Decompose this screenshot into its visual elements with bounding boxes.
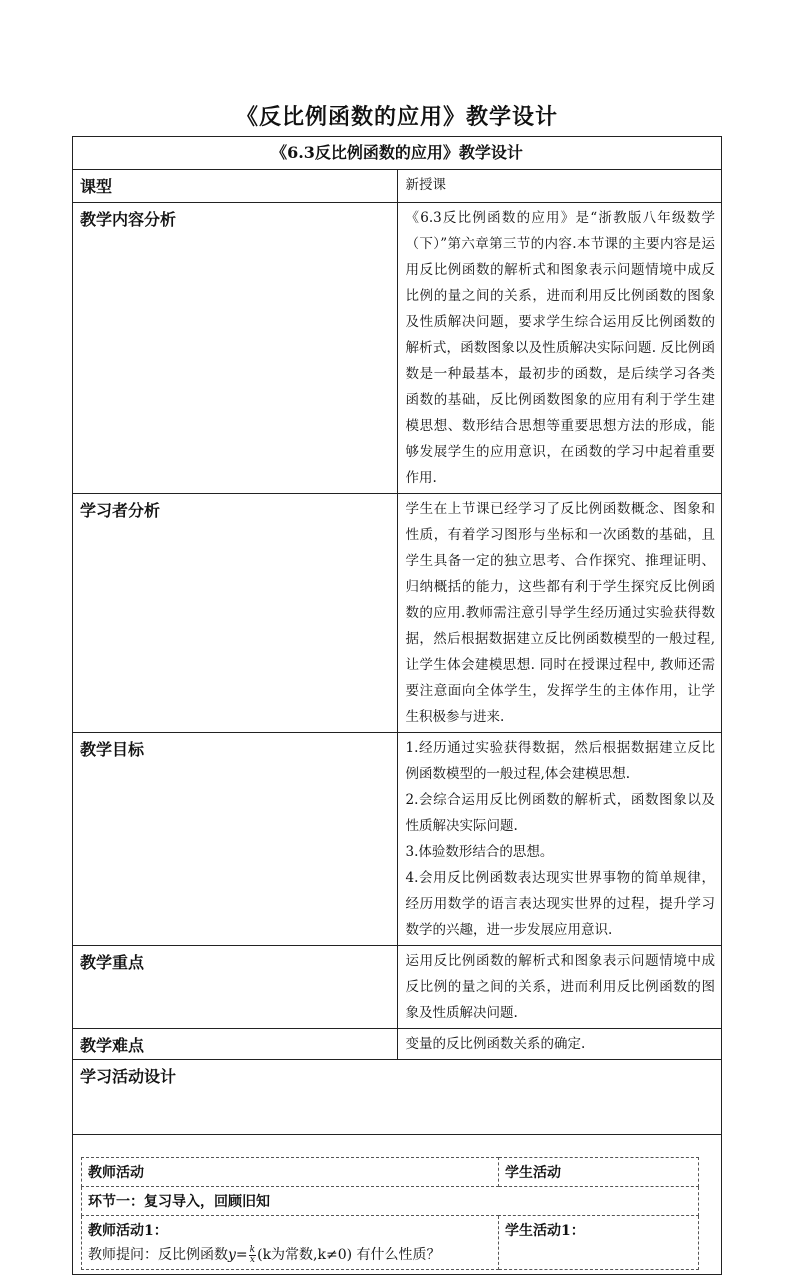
row-content-analysis xyxy=(73,203,722,494)
student-activity-1-label: 学生活动1： xyxy=(499,1216,699,1270)
section-one-title: 环节一：复习导入，回顾旧知 xyxy=(82,1187,699,1216)
row-key-points xyxy=(73,946,722,1029)
row-difficulties xyxy=(73,1029,722,1060)
teacher-activity-1 xyxy=(82,1216,499,1270)
learner-analysis-label: 学习者分析 xyxy=(73,494,398,733)
row-activity-design xyxy=(73,1060,722,1135)
table-title: 《6.3反比例函数的应用》教学设计 xyxy=(73,137,722,170)
content-analysis-label: 教学内容分析 xyxy=(73,203,398,494)
teacher-question xyxy=(88,1244,492,1265)
objective-item: 4.会用反比例函数表达现实世界事物的简单规律，经历用数学的语言表达现实世界的过程，提升学习数学的兴趣，进一步发展应用意识. xyxy=(405,870,715,938)
teacher-activity-header: 教师活动 xyxy=(82,1158,499,1187)
key-points-label: 教学重点 xyxy=(73,946,398,1029)
document-title: 《反比例函数的应用》教学设计 xyxy=(235,104,558,130)
student-activity-header: 学生活动 xyxy=(499,1158,699,1187)
row-objectives xyxy=(73,733,722,946)
activities-table xyxy=(81,1157,699,1270)
formula-condition: (k为常数,k≠0) xyxy=(257,1247,353,1263)
teacher-activity-1-label: 教师活动1： xyxy=(88,1223,168,1239)
objective-item: 1.经历通过实验获得数据，然后根据数据建立反比例函数模型的一般过程,体会建模思想. xyxy=(405,740,715,782)
learner-analysis-text: 学生在上节课已经学习了反比例函数概念、图象和性质，有着学习图形与坐标和一次函数的基础，且学生具备一定的独立思考、合作探究、推理证明、归纳概括的能力，这些都有利于学生探究反比例函数的应用.教师需注意引导学生经历通过实验获得数据，然后根据数据建立反比例函数模型的一般过程, 让学生体会建模思想. 同时在授课过程中, 教师还需要注意面向全体学生，发挥学生的主体作用，让学生积极参与进来. xyxy=(397,494,722,733)
teacher-question-prefix: 教师提问：反比例函数 xyxy=(88,1247,228,1263)
formula-denominator: x xyxy=(249,1254,255,1265)
difficulties-label: 教学难点 xyxy=(73,1029,398,1060)
activity-design-label: 学习活动设计 xyxy=(73,1060,722,1135)
teacher-question-suffix: 有什么性质？ xyxy=(356,1247,441,1263)
course-type-label: 课型 xyxy=(73,170,398,203)
difficulties-text: 变量的反比例函数关系的确定. xyxy=(397,1029,722,1060)
course-type-value: 新授课 xyxy=(397,170,722,203)
formula-fraction xyxy=(249,1246,256,1265)
row-learner-analysis xyxy=(73,494,722,733)
objective-item: 3.体验数形结合的思想。 xyxy=(405,844,554,860)
row-activities xyxy=(73,1135,722,1275)
objectives-label: 教学目标 xyxy=(73,733,398,946)
content-analysis-text: 《6.3反比例函数的应用》是“浙教版八年级数学（下）”第六章第三节的内容.本节课的主要内容是运用反比例函数的解析式和图象表示问题情境中成反比例的量之间的关系，进而利用反比例函数的图象及性质解决问题，要求学生综合运用反比例函数的解析式，函数图象以及性质解决实际问题. 反比例函数是一种最基本，最初步的函数，是后续学习各类函数的基础，反比例函数图象的应用有利于学生建模思想、数形结合思想等重要思想方法的形成，能够发展学生的应用意识，在函数的学习中起着重要作用. xyxy=(397,203,722,494)
row-course-type xyxy=(73,170,722,203)
formula-numerator: k xyxy=(249,1244,256,1255)
objective-item: 2.会综合运用反比例函数的解析式，函数图象以及性质解决实际问题. xyxy=(405,792,715,834)
objectives-list xyxy=(397,733,722,946)
key-points-text: 运用反比例函数的解析式和图象表示问题情境中成反比例的量之间的关系，进而利用反比例函数的图象及性质解决问题. xyxy=(397,946,722,1029)
formula-y: y= xyxy=(228,1247,248,1263)
lesson-plan-table xyxy=(72,136,722,1275)
